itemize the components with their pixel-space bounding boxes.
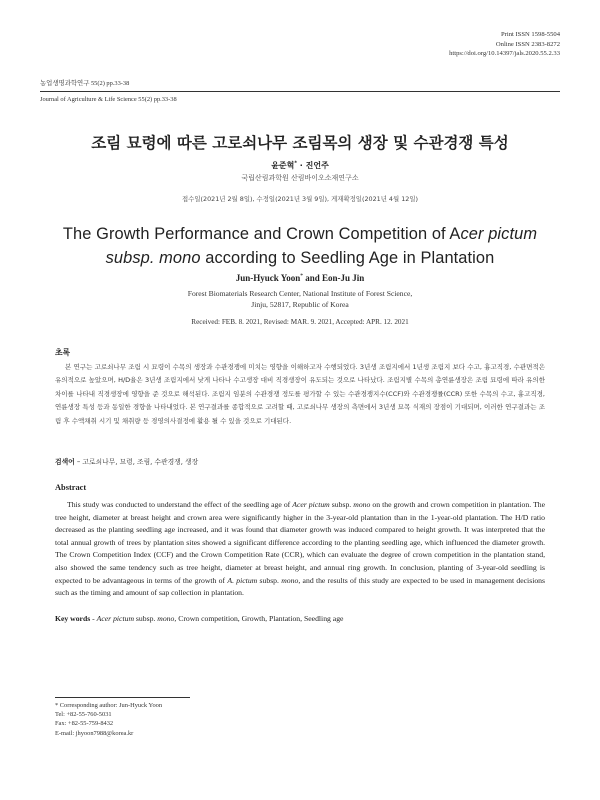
footnote-rule bbox=[55, 697, 190, 698]
authors-english bbox=[0, 273, 600, 283]
title-en-part1: The Growth Performance and Crown Competition of A bbox=[62, 225, 461, 243]
running-header-en: Journal of Agriculture & Life Science 55(2) pp.33-38 bbox=[40, 96, 177, 103]
author-ko-1: 윤준혁 bbox=[271, 161, 295, 170]
abstract-en-heading: Abstract bbox=[55, 483, 87, 492]
title-english bbox=[30, 222, 570, 270]
footnote-fax: Fax: +82-55-759-8432 bbox=[55, 720, 114, 728]
author-en-1: Jun-Hyuck Yoon bbox=[235, 273, 301, 283]
abstract-korean bbox=[55, 361, 545, 428]
affiliation-korean: 국립산림과학원 산림바이오소재연구소 bbox=[241, 174, 359, 182]
authors-korean bbox=[0, 160, 600, 171]
title-en-part2: according to Seedling Age in Plantation bbox=[200, 249, 495, 267]
title-korean: 조림 묘령에 따른 고로쇠나무 조림목의 생장 및 수관경쟁 특성 bbox=[91, 134, 509, 152]
abstract-ko-text: 본 연구는 고로쇠나무 조림 시 묘령이 수목의 생장과 수관경쟁에 미치는 영향을 이해하고자 수행되었다. 3년생 조림지에서 1년생 조림지 보다 수고, 흉고직경, 수관면적은 유의적으로 높았으며, H/D율은 3년생 조림지에서 낮게 나타나 수고생장 대비 직경생장이 유도되는 것으로 나타났다. 조림지별 수목의 총연륜생장은 조림 묘령에 따라 유의한 차이를 나타내 직경생장에 영향을 준 것으로 해석된다. 조림지 임분의 수관경쟁 정도를 평가할 수 있는 수관경쟁지수(CCF)와 수관경쟁률(CCR) 또한 수목의 수고, 흉고직경, 연륜생장 특성 등과 동일한 경향을 나타내었다. 본 연구결과를 종합적으로 고려할 때, 고로쇠나무 생장의 측면에서 3년생 묘목 식재의 장점이 기대되며, 이러한 연구결과는 조림 후 수액채취 시기 및 채취량 등 경영의사결정에 활용 될 수 있을 것으로 기대된다. bbox=[55, 363, 545, 425]
title-en-italic2: subsp. mono bbox=[105, 249, 201, 267]
dates-korean: 접수일(2021년 2월 8일), 수정일(2021년 3월 9일), 게재확정일(2021년 4월 12일) bbox=[182, 195, 418, 203]
affiliation-english bbox=[0, 288, 600, 310]
corresponding-mark-en: * bbox=[300, 273, 303, 279]
print-issn: Print ISSN 1598-5504 bbox=[501, 31, 560, 38]
abstract-ko-heading: 초록 bbox=[55, 348, 71, 357]
keywords-english: Key words - Acer pictum subsp. mono, Crown competition, Growth, Plantation, Seedling age bbox=[55, 614, 344, 623]
footnote-corresponding: * Corresponding author: Jun-Hyuck Yoon bbox=[55, 702, 163, 709]
keywords-ko-text: – 고로쇠나무, 묘령, 조림, 수관경쟁, 생장 bbox=[74, 458, 199, 466]
footnote-tel: Tel: +82-55-760-5031 bbox=[55, 711, 112, 719]
header-rule bbox=[40, 91, 560, 92]
footnote-email[interactable]: E-mail: jhyoon7988@korea.kr bbox=[55, 729, 134, 737]
footnote bbox=[55, 701, 162, 738]
author-ko-2: · 진언주 bbox=[297, 161, 329, 170]
running-header-ko: 농업생명과학연구 55(2) pp.33-38 bbox=[40, 80, 130, 87]
keywords-en-label: Key words bbox=[55, 614, 91, 623]
corresponding-mark: * bbox=[294, 160, 297, 167]
keywords-ko-label: 검색어 bbox=[55, 458, 75, 466]
doi-link[interactable]: https://doi.org/10.14397/jals.2020.55.2.33 bbox=[449, 50, 560, 57]
abstract-en-text: This study was conducted to understand the effect of the seedling age of Acer pictum subsp. mono on the growth and crown competition in plantation. The tree height, diameter at breast height and crown area were significantly higher in the 3-year-old plantation than in the 1-year-old plantation. The H/D ratio decreased as the planting seedling age increased, and it was found that diameter growth was induced compared to height growth. It was interpreted that the total annual growth of trees by plantation sites showed a significant difference according to the planting seedling age, which influenced the diameter growth. The Crown Competition Index (CCF) and the Crown Competition Rate (CCR), which can evaluate the degree of crown competition in the plantation stand, also showed the same tendency such as tree height, diameter at breast height, and annual ring growth. In conclusion, planting of 3-year-old seedling is expected to be advantageous in terms of the growth of A. pictum subsp. mono, and the results of this study are expected to be used in management decisions such as the timing and amount of sap collection in plantation. bbox=[55, 500, 546, 598]
author-en-2: and Eon-Ju Jin bbox=[302, 273, 365, 283]
issn-block bbox=[449, 30, 560, 59]
online-issn: Online ISSN 2383-8272 bbox=[495, 40, 560, 48]
dates-english: Received: FEB. 8. 2021, Revised: MAR. 9. 2021, Accepted: APR. 12. 2021 bbox=[191, 318, 409, 326]
title-en-italic1: cer pictum bbox=[460, 225, 538, 243]
affiliation-en-line2: Jinju, 52817, Republic of Korea bbox=[251, 300, 349, 309]
affiliation-en-line1: Forest Biomaterials Research Center, National Institute of Forest Science, bbox=[187, 289, 413, 298]
keywords-korean bbox=[55, 456, 198, 466]
abstract-english bbox=[55, 499, 545, 600]
